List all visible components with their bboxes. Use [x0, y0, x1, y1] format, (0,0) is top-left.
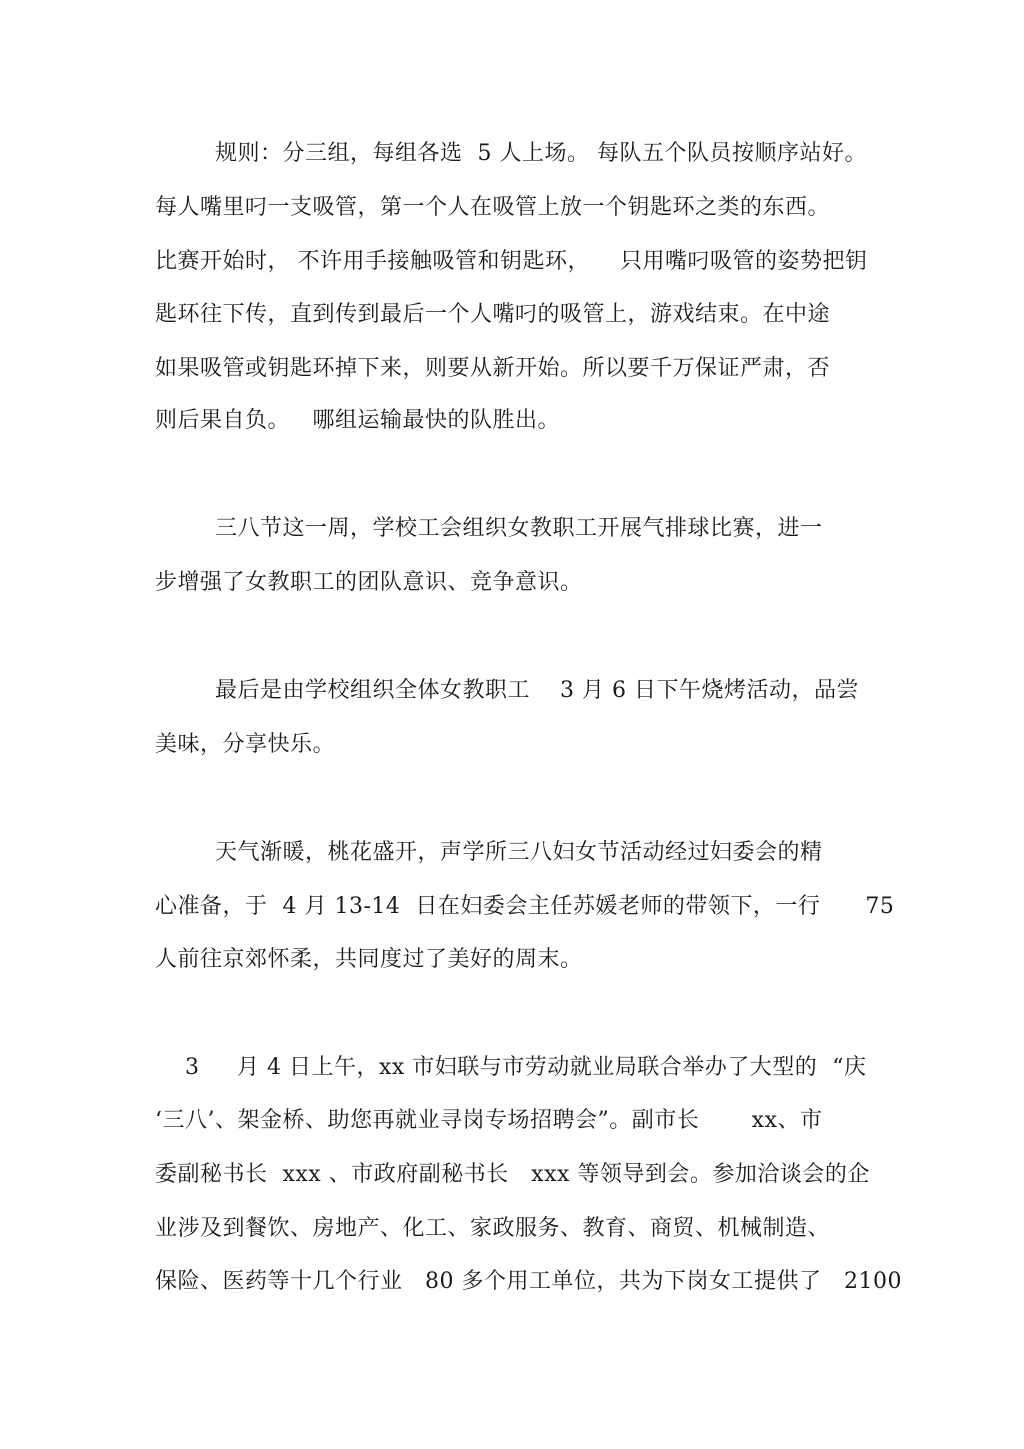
paragraph-2-line-2: 步增强了女教职工的团队意识、竞争意识。 [155, 570, 583, 595]
paragraph-5-line-4: 业涉及到餐饮、房地产、化工、家政服务、教育、商贸、机械制造、 [155, 1216, 831, 1241]
paragraph-2-line-1: 三八节这一周，学校工会组织女教职工开展气排球比赛，进一 [215, 516, 823, 541]
paragraph-1-line-3: 比赛开始时， 不许用手接触吸管和钥匙环， 只用嘴叼吸管的姿势把钥 [155, 249, 868, 274]
paragraph-1-line-1: 规则：分三组，每组各选 5 人上场。 每队五个队员按顺序站好。 [215, 141, 867, 166]
paragraph-4-line-1: 天气渐暖，桃花盛开，声学所三八妇女节活动经过妇委会的精 [215, 840, 823, 865]
paragraph-5-line-2: ‘三八’、架金桥、助您再就业寻岗专场招聘会”。副市长 xx、市 [155, 1108, 823, 1133]
paragraph-1-line-2: 每人嘴里叼一支吸管，第一个人在吸管上放一个钥匙环之类的东西。 [155, 195, 831, 220]
paragraph-5-line-3: 委副秘书长 xxx 、市政府副秘书长 xxx 等领导到会。参加洽谈会的企 [155, 1162, 870, 1187]
paragraph-1-line-4: 匙环往下传，直到传到最后一个人嘴叼的吸管上，游戏结束。在中途 [155, 302, 831, 327]
paragraph-5-line-5: 保险、医药等十几个行业 80 多个用工单位，共为下岗女工提供了 2100 [155, 1269, 902, 1294]
paragraph-1-line-5: 如果吸管或钥匙环掉下来，则要从新开始。所以要千万保证严肃，否 [155, 356, 831, 381]
paragraph-4-line-2: 心准备，于 4 月 13-14 日在妇委会主任苏媛老师的带领下，一行 75 [155, 894, 895, 919]
paragraph-4-line-3: 人前往京郊怀柔，共同度过了美好的周末。 [155, 947, 583, 972]
paragraph-5-line-1: 3 月 4 日上午，xx 市妇联与市劳动就业局联合举办了大型的 “庆 [185, 1055, 867, 1080]
paragraph-3-line-1: 最后是由学校组织全体女教职工 3 月 6 日下午烧烤活动，品尝 [215, 678, 859, 703]
paragraph-1-line-6: 则后果自负。 哪组运输最快的队胜出。 [155, 408, 560, 433]
paragraph-3-line-2: 美味，分享快乐。 [155, 732, 336, 757]
